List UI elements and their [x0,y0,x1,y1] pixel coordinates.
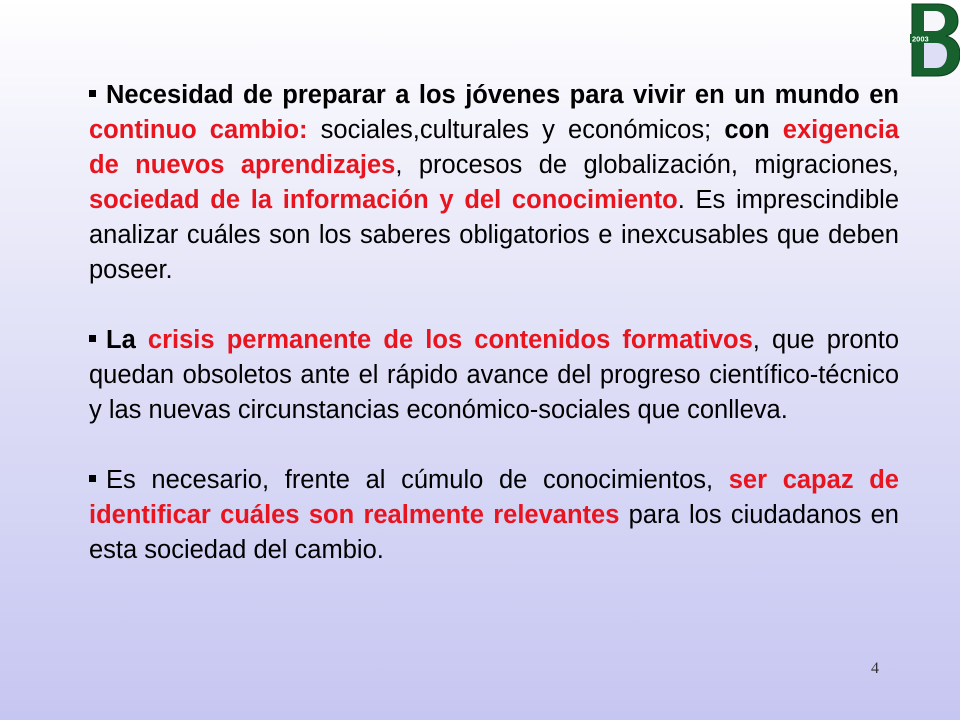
logo-graphic [908,2,960,78]
paragraph-1-run-7: sociedad de la información y del conocimiento [89,186,678,214]
paragraph-1-run-3: sociales,culturales y económicos; [307,116,725,144]
slide-content [89,78,899,568]
page-number: 4 [871,660,879,677]
paragraph-2 [89,323,899,428]
paragraph-3 [89,463,899,568]
logo [908,2,960,78]
paragraph-1-run-1: Necesidad de preparar a los jóvenes para vivir en un mundo en [106,81,899,109]
paragraph-1 [89,78,899,288]
paragraph-3-run-1: Es necesario, frente al cúmulo de conocimientos, [106,466,729,494]
bullet-icon [89,475,96,482]
bullet-icon [89,90,96,97]
paragraph-2-run-2: crisis permanente de los contenidos formativos [147,326,753,354]
bullet-icon [89,335,96,342]
paragraph-2-run-3: , que pronto quedan obsoletos ante el rápido avance del progreso científico-técnico y las nuevas circunstancias económico-sociales que conlleva. [89,326,900,424]
paragraph-1-run-5: exigencia de nuevos aprendizajes [89,116,900,179]
paragraph-2-run-1: La [106,326,148,354]
paragraph-3-run-3: para los ciudadanos en esta sociedad del cambio. [89,501,899,564]
paragraph-1-run-2: continuo cambio: [89,116,308,144]
paragraph-1-run-8: . Es imprescindible analizar cuáles son los saberes obligatorios e inexcusables que deben poseer. [89,186,900,284]
logo-label: 2003 [912,34,929,44]
paragraph-1-run-6: , procesos de globalización, migraciones, [395,151,899,179]
paragraph-1-run-4: con [724,116,783,144]
paragraph-3-run-2: ser capaz de identificar cuáles son realmente relevantes [89,466,899,529]
